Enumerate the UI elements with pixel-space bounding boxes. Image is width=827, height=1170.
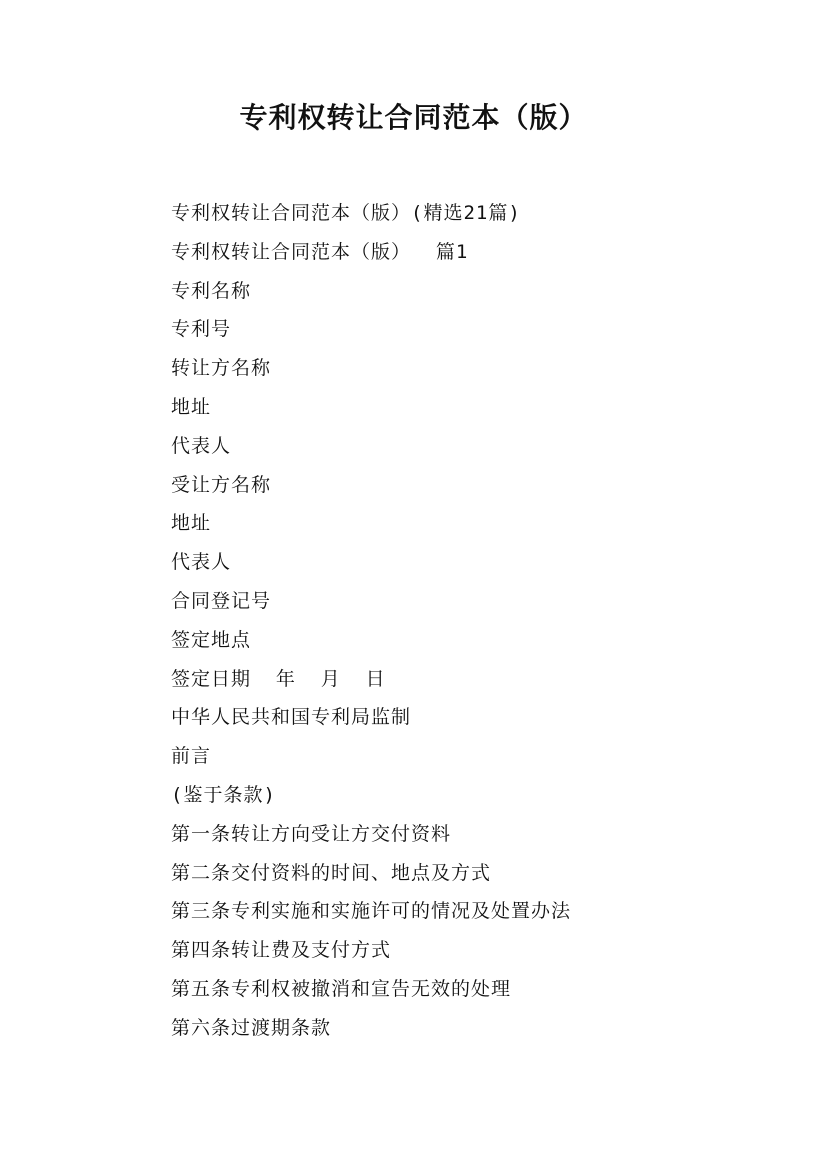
body-line-transferor-name: 转让方名称 — [171, 357, 272, 380]
body-line-preface: 前言 — [171, 745, 212, 768]
body-line-transferor-address: 地址 — [171, 395, 212, 418]
document-body — [171, 194, 791, 1048]
body-line-article-2: 第二条交付资料的时间、地点及方式 — [171, 861, 492, 884]
body-line-transferee-address: 地址 — [171, 512, 212, 535]
body-line-article-heading: 专利权转让合同范本（版） 篇1 — [171, 240, 469, 263]
body-line-transferee-name: 受让方名称 — [171, 473, 272, 496]
body-line-article-6: 第六条过渡期条款 — [171, 1016, 332, 1039]
body-line-supervisor: 中华人民共和国专利局监制 — [171, 706, 412, 729]
body-line-article-3: 第三条专利实施和实施许可的情况及处置办法 — [171, 900, 572, 923]
body-line-whereas-clause: (鉴于条款) — [171, 783, 276, 806]
document-title: 专利权转让合同范本（版） — [239, 101, 588, 134]
body-line-article-5: 第五条专利权被撤消和宣告无效的处理 — [171, 977, 512, 1000]
body-line-signing-place: 签定地点 — [171, 628, 252, 651]
body-line-patent-name: 专利名称 — [171, 279, 252, 302]
body-line-article-4: 第四条转让费及支付方式 — [171, 939, 392, 962]
body-line-signing-date: 签定日期 年 月 日 — [171, 667, 386, 690]
body-line-article-1: 第一条转让方向受让方交付资料 — [171, 822, 452, 845]
body-line-collection-title: 专利权转让合同范本（版）(精选21篇) — [171, 202, 521, 224]
body-line-transferor-representative: 代表人 — [171, 434, 232, 457]
body-line-patent-number: 专利号 — [171, 318, 232, 341]
body-line-transferee-representative: 代表人 — [171, 551, 232, 574]
body-line-registration-number: 合同登记号 — [171, 589, 272, 612]
